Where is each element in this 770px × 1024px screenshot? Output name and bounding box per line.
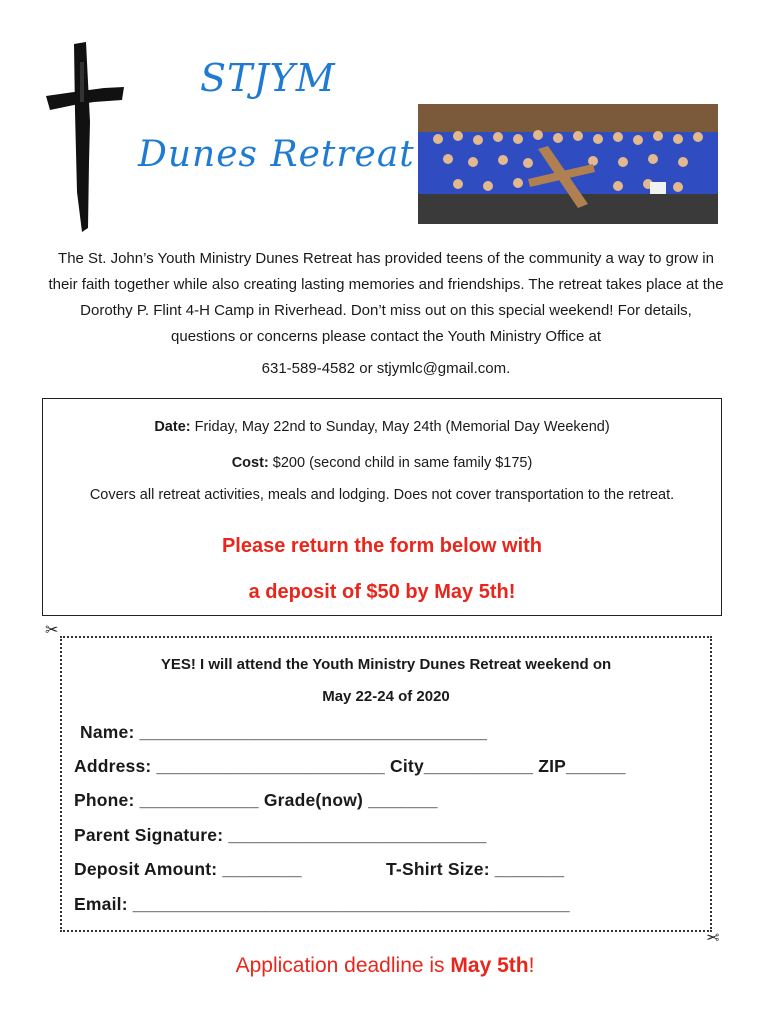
registration-form xyxy=(60,636,712,932)
email-field[interactable]: Email: ____________________________________________ xyxy=(74,894,570,914)
cost-line xyxy=(43,455,721,471)
return-notice-line2: a deposit of $50 by May 5th! xyxy=(248,581,516,603)
name-field[interactable]: Name: ___________________________________ xyxy=(80,722,488,742)
page-subtitle: Dunes Retreat xyxy=(138,134,415,175)
retreat-info-box xyxy=(42,398,722,616)
covers-line: Covers all retreat activities, meals and lodging. Does not cover transportation to the retreat. xyxy=(89,487,675,503)
application-deadline xyxy=(0,954,770,978)
intro-paragraph: The St. John’s Youth Ministry Dunes Retreat has provided teens of the community a way to grow in their faith together while also creating lasting memories and friendships. The retreat takes place at the Dorothy P. Flint 4-H Camp in Riverhead. Don’t miss out on this special weekend! For details, questions or concerns please contact the Youth Ministry Office at xyxy=(48,250,724,345)
page-title: STJYM xyxy=(200,56,336,100)
cross-icon xyxy=(44,42,124,232)
phone-grade-field[interactable]: Phone: ____________ Grade(now) _______ xyxy=(74,790,438,810)
form-dates: May 22-24 of 2020 xyxy=(322,688,450,705)
address-field[interactable]: Address: _______________________ City___________ ZIP______ xyxy=(74,756,626,776)
return-notice-line1: Please return the form below with xyxy=(221,535,543,557)
group-photo xyxy=(418,104,718,224)
cost-label: Cost: xyxy=(231,455,269,471)
deadline-text: Application deadline is xyxy=(235,954,451,977)
contact-info: 631-589-4582 or stjymlc@gmail.com. xyxy=(261,360,511,377)
date-line xyxy=(43,419,721,435)
tshirt-size-field[interactable]: T-Shirt Size: _______ xyxy=(386,859,565,879)
deposit-amount-field[interactable]: Deposit Amount: ________ xyxy=(74,859,302,879)
date-value: Friday, May 22nd to Sunday, May 24th (Memorial Day Weekend) xyxy=(190,419,610,435)
date-label: Date: xyxy=(154,419,191,435)
deadline-date: May 5th xyxy=(450,954,529,977)
scissors-icon: ✂ xyxy=(45,622,59,639)
scissors-icon: ✂ xyxy=(706,930,720,947)
cost-value: $200 (second child in same family $175) xyxy=(268,455,533,471)
deadline-end: ! xyxy=(528,954,535,977)
parent-signature-field[interactable]: Parent Signature: __________________________ xyxy=(74,825,487,845)
form-heading: YES! I will attend the Youth Ministry Dunes Retreat weekend on xyxy=(160,656,612,673)
